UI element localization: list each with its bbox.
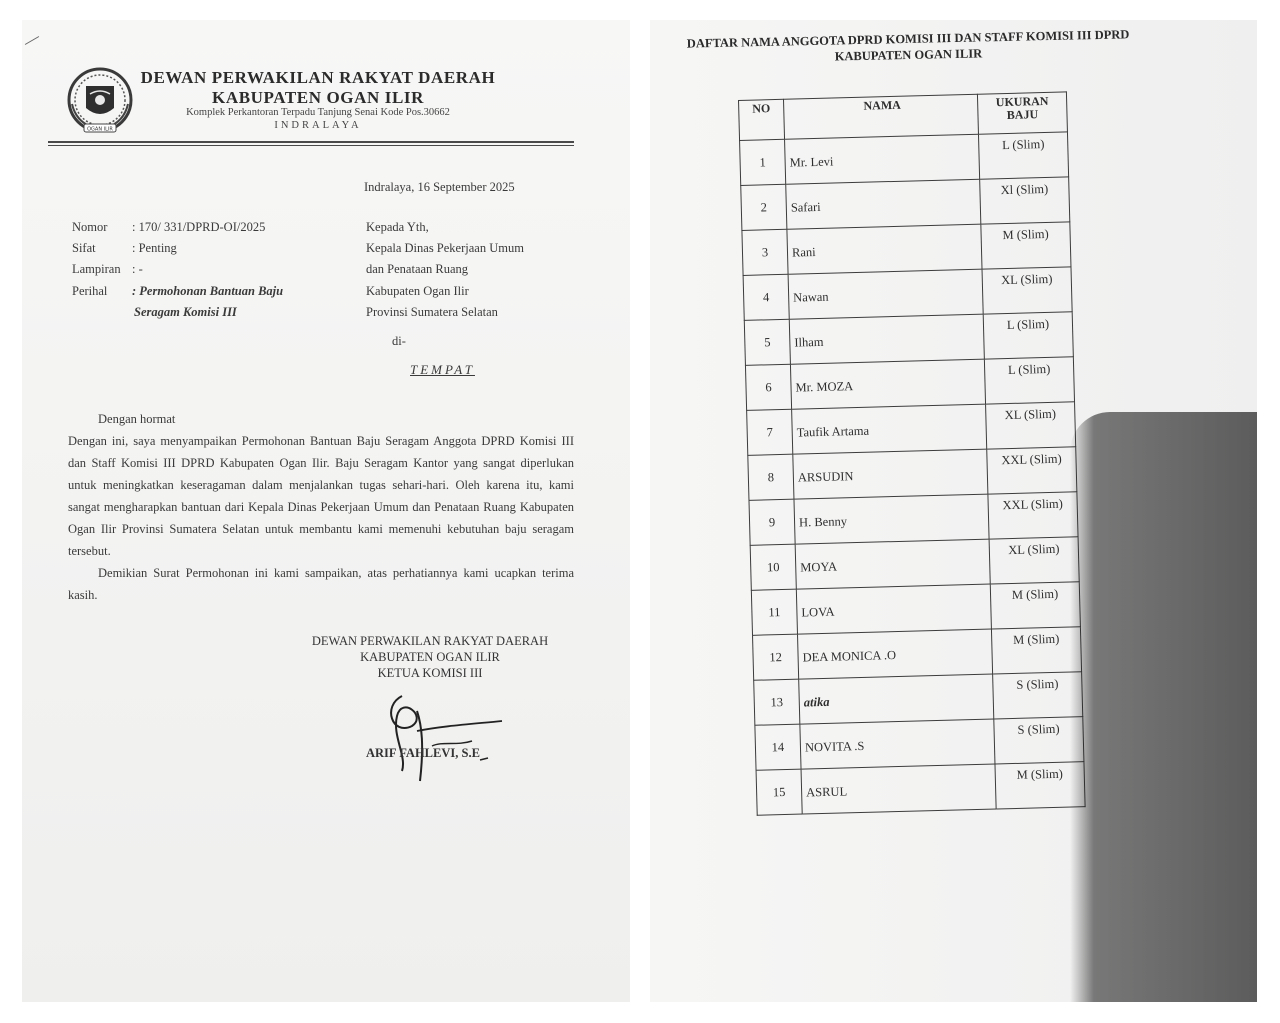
kop-line-2: KABUPATEN OGAN ILIR <box>212 88 424 107</box>
meta-value-lampiran: : - <box>132 262 143 276</box>
header-nama: NAMA <box>783 94 978 139</box>
letter-body <box>68 408 574 606</box>
cell-ukuran: M (Slim) <box>991 627 1081 674</box>
cell-no: 9 <box>749 499 795 545</box>
cell-no: 6 <box>745 364 791 410</box>
recipient-line-3: dan Penataan Ruang <box>366 262 469 276</box>
list-title-line-1: DAFTAR NAMA ANGGOTA DPRD KOMISI III DAN STAFF KOMISI III DPRD <box>686 27 1130 51</box>
cell-no: 5 <box>744 319 790 365</box>
kop-city: INDRALAYA <box>274 120 362 131</box>
cell-ukuran: M (Slim) <box>995 762 1085 809</box>
cell-ukuran: S (Slim) <box>993 672 1083 719</box>
cell-no: 15 <box>756 769 802 815</box>
cell-ukuran: L (Slim) <box>978 132 1068 179</box>
cell-ukuran: XXL (Slim) <box>987 447 1077 494</box>
header-ukuran-line-2: BAJU <box>1006 107 1039 122</box>
header-ukuran-line-1: UKURAN <box>995 93 1049 110</box>
cell-ukuran: XXL (Slim) <box>988 492 1078 539</box>
cell-no: 12 <box>753 634 799 680</box>
cell-no: 10 <box>750 544 796 590</box>
kop-rule-thin <box>48 145 574 146</box>
cell-no: 8 <box>748 454 794 500</box>
kop-line-1: DEWAN PERWAKILAN RAKYAT DAERAH <box>140 68 496 87</box>
signer-name: ARIF FAHLEVI, S.E <box>366 746 480 760</box>
signature-scribble-icon <box>362 686 522 796</box>
cell-ukuran: L (Slim) <box>983 312 1073 359</box>
cell-nama: ARSUDIN <box>793 449 988 499</box>
body-paragraph-2: Demikian Surat Permohonan ini kami sampaikan, atas perhatiannya kami ucapkan terima kasih. <box>68 566 574 602</box>
meta-label-nomor: Nomor <box>72 220 108 234</box>
cell-no: 2 <box>741 184 787 230</box>
meta-value-nomor: : 170/ 331/DPRD-OI/2025 <box>132 220 266 234</box>
meta-label-lampiran: Lampiran <box>72 262 121 276</box>
cell-nama: MOYA <box>795 539 990 589</box>
meta-label-sifat: Sifat <box>72 241 96 255</box>
cell-no: 13 <box>754 679 800 725</box>
cell-nama: atika <box>799 674 994 724</box>
cell-nama: NOVITA .S <box>800 719 995 769</box>
list-title <box>668 26 1149 68</box>
cell-nama: Taufik Artama <box>792 404 987 454</box>
recipient-tempat: TEMPAT <box>410 362 475 377</box>
cell-ukuran: S (Slim) <box>994 717 1084 764</box>
cell-ukuran: L (Slim) <box>984 357 1074 404</box>
cell-ukuran: M (Slim) <box>981 222 1071 269</box>
header-ukuran <box>977 92 1067 134</box>
meta-value-sifat: : Penting <box>132 241 177 255</box>
kop-rule-thick <box>48 141 574 143</box>
meta-perihal-line2: Seragam Komisi III <box>134 305 237 319</box>
recipient-line-5: Provinsi Sumatera Selatan <box>366 305 498 319</box>
cell-nama: Ilham <box>789 314 984 364</box>
recipient-line-2: Kepala Dinas Pekerjaan Umum <box>366 241 524 255</box>
cell-nama: Nawan <box>788 269 983 319</box>
list-title-line-2: KABUPATEN OGAN ILIR <box>834 46 983 64</box>
kop-address: Komplek Perkantoran Terpadu Tanjung Senai Kode Pos.30662 <box>186 107 450 118</box>
cell-no: 11 <box>751 589 797 635</box>
letter-date: Indralaya, 16 September 2025 <box>364 180 515 194</box>
dprd-emblem-icon <box>66 64 134 138</box>
letter-page <box>22 20 630 1002</box>
cell-ukuran: XL (Slim) <box>982 267 1072 314</box>
cell-ukuran: Xl (Slim) <box>980 177 1070 224</box>
cell-nama: Rani <box>787 224 982 274</box>
member-table-wrapper <box>738 91 1086 815</box>
cell-nama: DEA MONICA .O <box>798 629 993 679</box>
cell-no: 1 <box>740 139 786 185</box>
table-row <box>756 762 1085 816</box>
greeting: Dengan hormat <box>98 412 176 426</box>
pen-mark <box>25 36 39 45</box>
cell-no: 3 <box>742 229 788 275</box>
cell-nama: LOVA <box>796 584 991 634</box>
cell-no: 4 <box>743 274 789 320</box>
cell-nama: H. Benny <box>794 494 989 544</box>
meta-value-perihal: : Permohonan Bantuan Baju <box>132 284 284 298</box>
sign-line-2: KABUPATEN OGAN ILIR <box>360 650 500 664</box>
sign-line-1: DEWAN PERWAKILAN RAKYAT DAERAH <box>311 634 549 648</box>
cell-nama: Mr. Levi <box>785 134 980 184</box>
cell-nama: Safari <box>786 179 981 229</box>
recipient-line-4: Kabupaten Ogan Ilir <box>366 284 469 298</box>
logo-label: OGAN ILIR <box>87 126 113 133</box>
cell-nama: Mr. MOZA <box>790 359 985 409</box>
cell-ukuran: XL (Slim) <box>986 402 1076 449</box>
cell-ukuran: M (Slim) <box>990 582 1080 629</box>
sign-line-3: KETUA KOMISI III <box>377 666 483 680</box>
member-list-page <box>650 20 1257 1002</box>
header-no: NO <box>739 99 785 140</box>
recipient-line-1: Kepada Yth, <box>366 220 429 234</box>
photo-shadow <box>1070 412 1257 1002</box>
cell-ukuran: XL (Slim) <box>989 537 1079 584</box>
page-gap <box>630 20 650 1002</box>
cell-nama: ASRUL <box>801 764 996 814</box>
member-table <box>738 91 1086 815</box>
cell-no: 14 <box>755 724 801 770</box>
body-paragraph-1: Dengan ini, saya menyampaikan Permohonan Bantuan Baju Seragam Anggota DPRD Komisi III dan Staff Komisi III DPRD Kabupaten Ogan Ilir. Baju Seragam Kantor yang sangat diperlukan untuk meningkatkan keseragaman dalam menjalankan tugas sehari-hari. Oleh karena itu, kami sangat mengharapkan bantuan dari Kepala Dinas Pekerjaan Umum dan Penataan Ruang Kabupaten Ogan Ilir Provinsi Sumatera Selatan untuk membantu kami memenuhi kebutuhan baju seragam tersebut. <box>68 434 574 558</box>
meta-label-perihal: Perihal <box>72 284 108 298</box>
cell-no: 7 <box>747 409 793 455</box>
recipient-di: di- <box>392 334 406 348</box>
